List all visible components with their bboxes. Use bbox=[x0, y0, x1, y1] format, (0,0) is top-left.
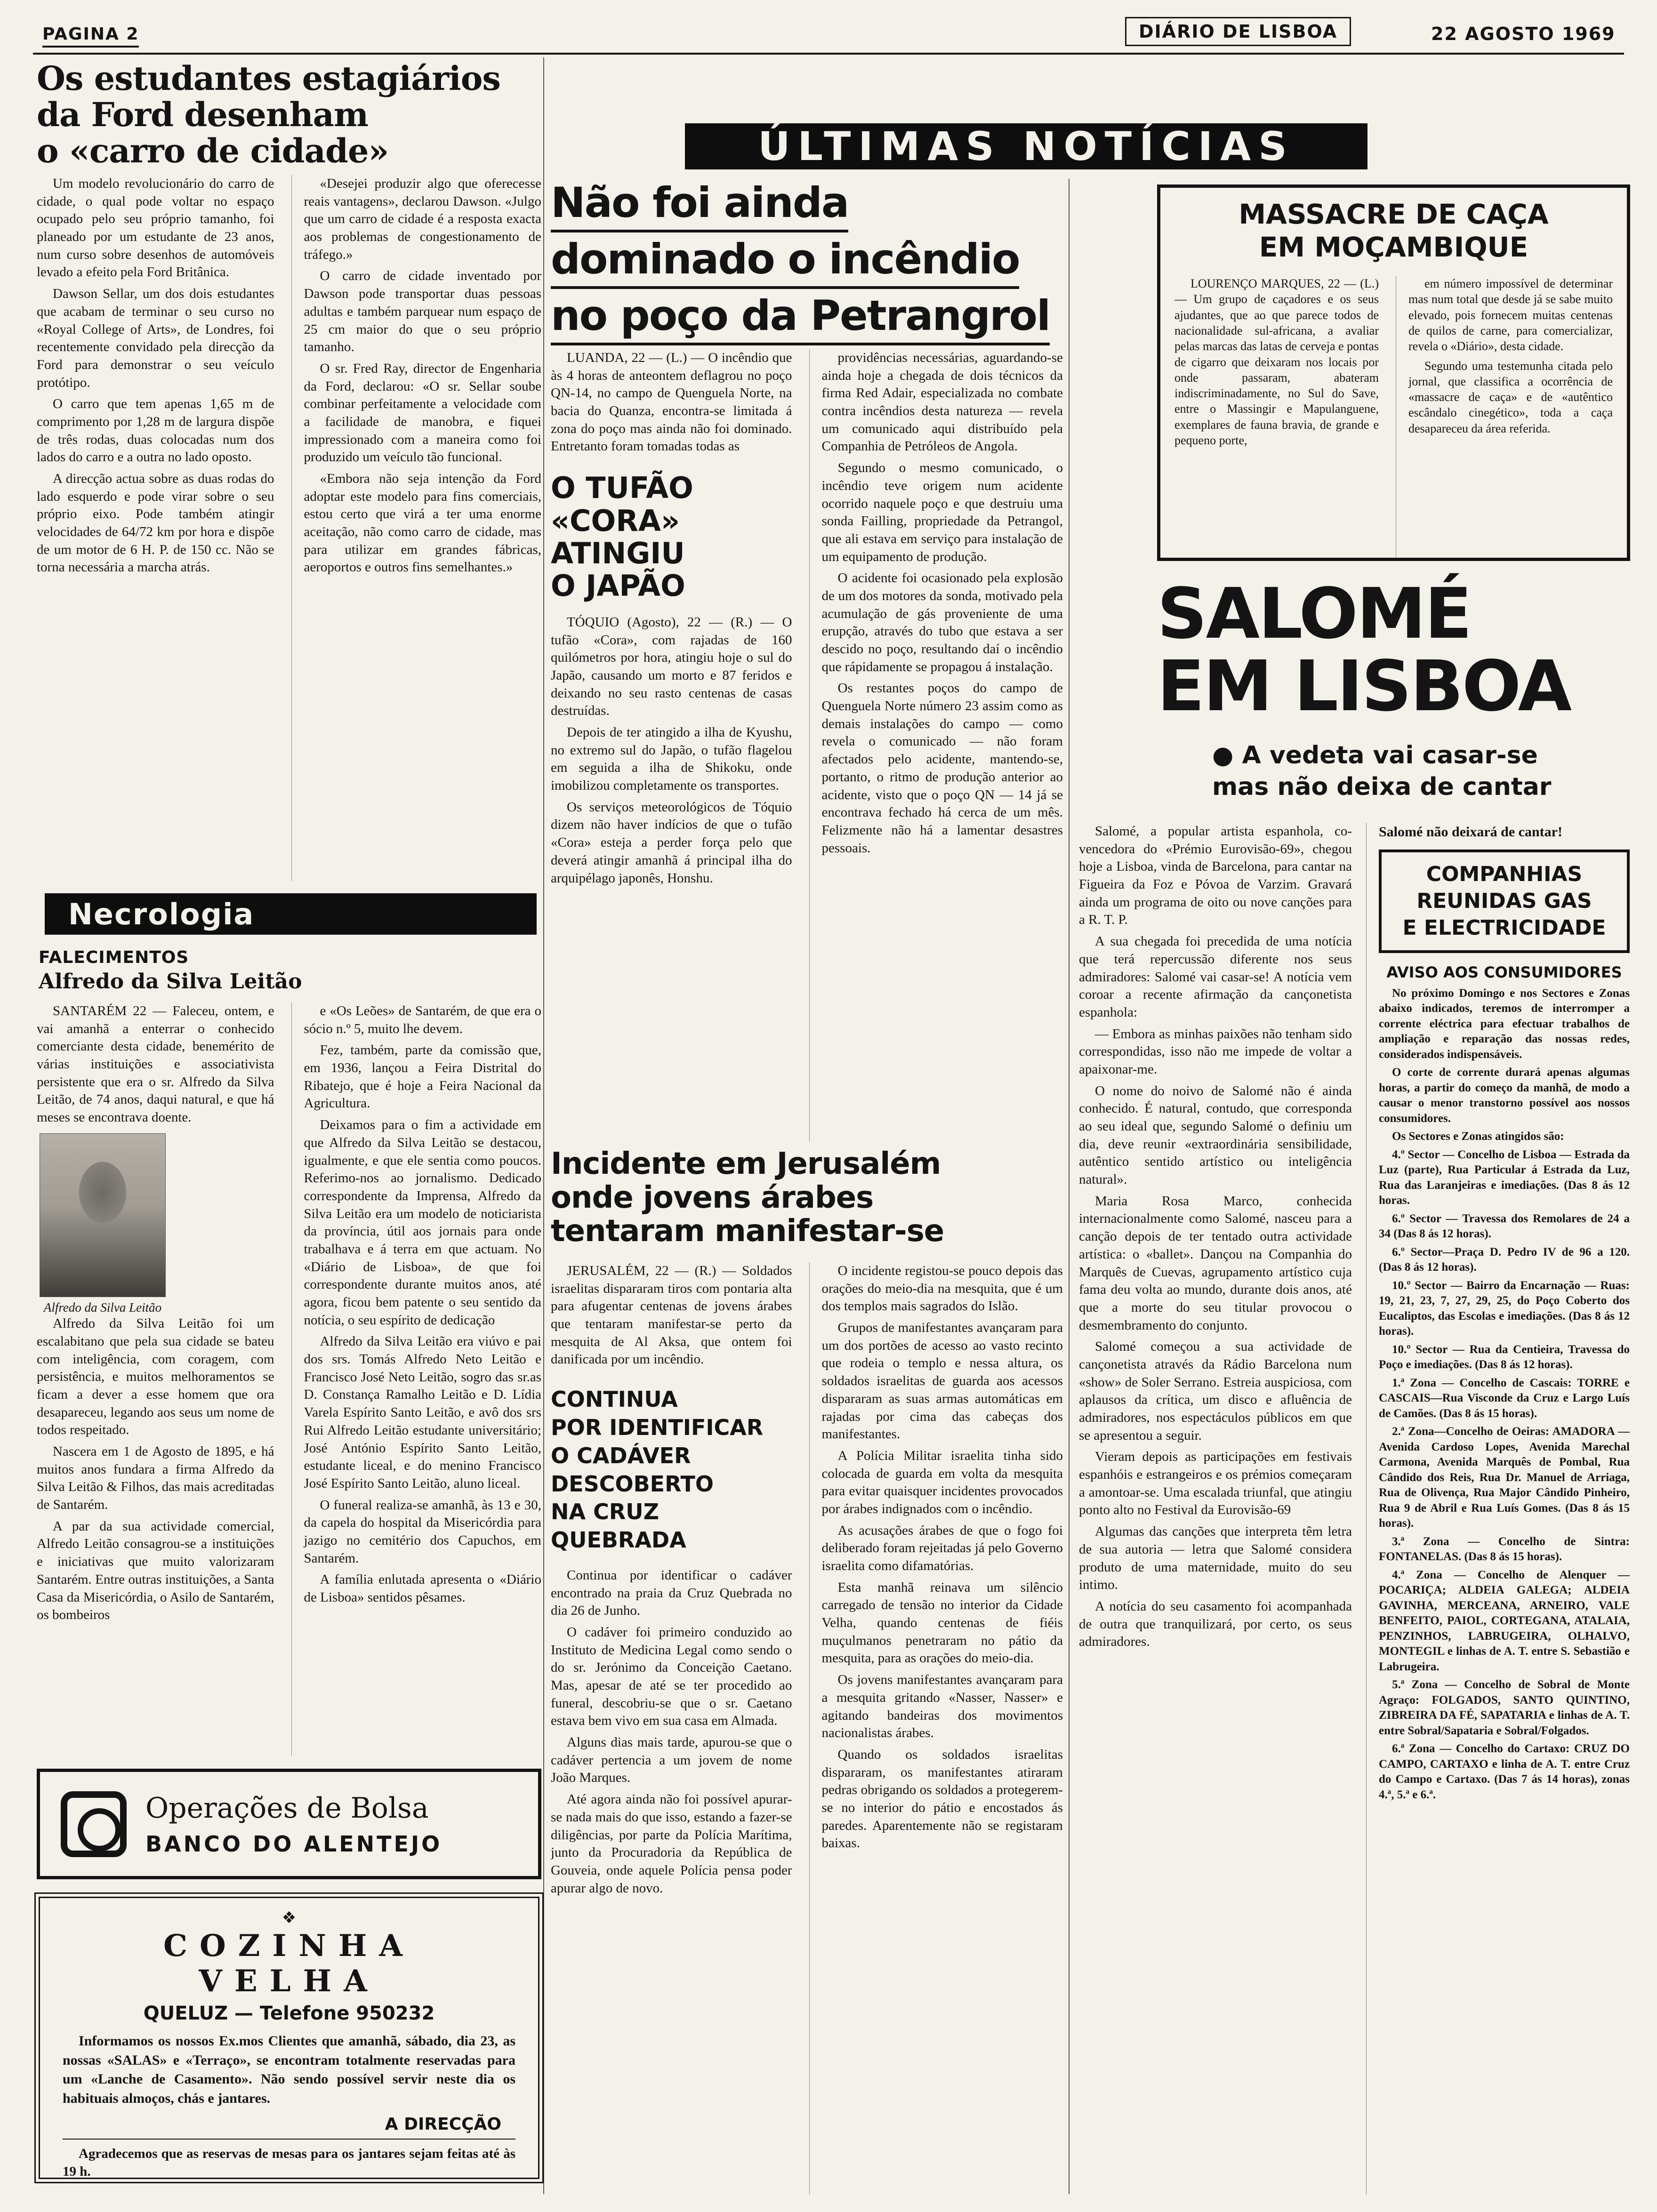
paragraph: e «Os Leões» de Santarém, de que era o sócio n.º 5, muito lhe devem. bbox=[304, 1003, 541, 1036]
paragraph: 5.ª Zona — Concelho de Sobral de Monte Agraço: FOLGADOS, SANTO QUINTINO, ZIBREIRA DA FÉ, SAPATARIA e linhas de A. T. entre Sobral/Sapataria e Sobral/Folgados. bbox=[1379, 1678, 1630, 1737]
banner-text: ÚLTIMAS NOTÍCIAS bbox=[758, 123, 1295, 169]
massacre-column-1 bbox=[1174, 276, 1379, 558]
necrologia-column-2 bbox=[291, 1002, 542, 1755]
cozinha-divider bbox=[63, 2139, 515, 2140]
paragraph: 10.º Sector — Bairro da Encarnação — Ruas: 19, 21, 23, 7, 27, 29, 25, do Poço Coberto dos Eucaliptos, das Escolas e imediações. (Das 8 ás 12 horas). bbox=[1379, 1279, 1630, 1338]
necrologia-body bbox=[37, 1002, 541, 1755]
ultimas-noticias-banner bbox=[685, 123, 1367, 169]
headline-line: DESCOBERTO bbox=[551, 1471, 714, 1497]
deceased-name: Alfredo da Silva Leitão bbox=[39, 970, 302, 994]
paragraph: em número impossível de determinar mas num total que desde já se sabe muito elevado, pois fornecem muitas centenas de quilos de carne, para comercializar, revela o «Diário», desta cidade. bbox=[1408, 277, 1613, 353]
paragraph: O funeral realiza-se amanhã, às 13 e 30, da capela do hospital da Misericórdia para jazigo no cemitério dos Capuchos, em Santarém. bbox=[304, 1497, 541, 1566]
massacre-body bbox=[1174, 276, 1613, 558]
headline-line: NA CRUZ QUEBRADA bbox=[551, 1499, 686, 1553]
jerusalem-column-2 bbox=[809, 1262, 1063, 2194]
falecimentos-kicker: FALECIMENTOS bbox=[39, 948, 189, 967]
ford-column-1 bbox=[37, 175, 274, 881]
paragraph: Quando os soldados israelitas dispararam, os manifestantes atiraram pedras obrigando os soldados a protegerem-se no interior do pátio e encostados ás paredes. Aparentemente não se registaram baixas. bbox=[821, 1747, 1063, 1851]
headline-line: O CADÁVER bbox=[551, 1443, 691, 1468]
salome-body bbox=[1079, 823, 1630, 2195]
paragraph: 4.º Sector — Concelho de Lisboa — Estrada da Luz (parte), Rua Particular á Estrada da Luz, Rua das Laranjeiras e imediações. (Das 8 ás 12 horas. bbox=[1379, 1148, 1630, 1207]
petrangrol-headline bbox=[551, 179, 1063, 348]
massacre-headline bbox=[1174, 198, 1613, 264]
ornament-icon: ❖ bbox=[282, 1909, 297, 1927]
paragraph: Grupos de manifestantes avançaram para um dos portões de acesso ao vasto recinto que rodeia o templo e nessa altura, os soldados israelitas de guarda aos acessos dispararam as suas armas automáticas em rajadas por cima das cabeças dos manifestantes. bbox=[821, 1320, 1063, 1442]
paragraph: 6.ª Zona — Concelho do Cartaxo: CRUZ DO CAMPO, CARTAXO e linha de A. T. entre Cruz do Campo e Cartaxo. (Das 7 ás 14 horas), zonas 4.ª, 5.ª e 6.ª. bbox=[1379, 1742, 1630, 1801]
paragraph: 4.ª Zona — Concelho de Alenquer — POCARIÇA; ALDEIA GALEGA; ALDEIA GAVINHA, MERCEANA, ARNEIRO, VALE BENFEITO, PAIOL, CORTEGANA, ATALAIA, PENZINHOS, LABRUGEIRA, OLHALVO, MONTEGIL e linhas de A. T. entre S. Sebastião e Labrugeira. bbox=[1379, 1568, 1630, 1673]
paragraph: Os serviços meteorológicos de Tóquio dizem não haver indícios de que o tufão «Cora» esteja a perder força pelo que deverá atingir amanhã á principal ilha do arquipélago japonês, Honshu. bbox=[551, 799, 792, 886]
paragraph: «Desejei produzir algo que oferecesse reais vantagens», declarou Dawson. «Julgo que um carro de cidade é a resposta exacta aos problemas de congestionamento de tráfego.» bbox=[304, 176, 541, 262]
salome-column-1 bbox=[1079, 823, 1352, 2195]
header-rule bbox=[33, 53, 1624, 55]
paragraph: Um modelo revolucionário do carro de cidade, o qual pode voltar no espaço ocupado pelo seu próprio tamanho, foi planeado por um estudante de 23 anos, num curso sobre desenhos de automóveis levado a efeito pela Ford Britânica. bbox=[37, 176, 274, 280]
paragraph: A sua chegada foi precedida de uma notícia que terá repercussão diferente nos seus admiradores: Salomé vai casar-se! A notícia vem coroar a recente afirmação da cançonetista espanhola: bbox=[1079, 934, 1352, 1020]
paragraph: TÓQUIO (Agosto), 22 — (R.) — O tufão «Cora», com rajadas de 160 quilómetros por hora, atingiu hoje o sul do Japão, causando um morto e 87 feridos e deixando no seu rasto centenas de casas destruídas. bbox=[551, 614, 792, 719]
jerusalem-headline bbox=[551, 1147, 1063, 1249]
paragraph: 2.ª Zona—Concelho de Oeiras: AMADORA — Avenida Cardoso Lopes, Avenida Marechal Carmona, Avenida Marquês de Pombal, Rua Cândido dos Reis, Rua Dr. Manuel de Arriaga, Rua de Olivença, Rua Major Cândido Pinheiro, Rua 9 de Abril e Rua Luís Gomes. (Das 8 ás 15 horas). bbox=[1379, 1425, 1630, 1530]
ford-column-2 bbox=[291, 175, 542, 881]
paragraph: Os Sectores e Zonas atingidos são: bbox=[1392, 1130, 1564, 1143]
jerusalem-lead bbox=[551, 1262, 792, 1369]
paragraph: SANTARÉM 22 — Faleceu, ontem, e vai amanhã a enterrar o conhecido comerciante desta cidade, benemérito de várias instituições e associativista persistente que era o sr. Alfredo da Silva Leitão, de 74 anos, daqui natural, e que há meses se encontrava doente. bbox=[37, 1003, 274, 1125]
headline-line: CONTINUA bbox=[551, 1387, 678, 1412]
paragraph: A par da sua actividade comercial, Alfredo Leitão consagrou-se a instituições e iniciativas que muito valorizaram Santarém. Entre outras instituições, a Santa Casa da Misericórdia, o Asilo de Santarém, os bombeiros bbox=[37, 1518, 274, 1623]
headline-line: mas não deixa de cantar bbox=[1212, 772, 1552, 801]
paragraph: 1.ª Zona — Concelho de Cascais: TORRE e CASCAIS—Rua Visconde da Cruz e Largo Luís de Camões. (Das 8 ás 15 horas). bbox=[1379, 1376, 1630, 1420]
headline-line: ● A vedeta vai casar-se bbox=[1212, 741, 1538, 769]
company-title-line: COMPANHIAS bbox=[1426, 862, 1583, 886]
headline-line: o «carro de cidade» bbox=[37, 131, 389, 170]
headline-line: tentaram manifestar-se bbox=[551, 1214, 944, 1249]
companhias-title-box bbox=[1379, 850, 1630, 953]
paragraph: A direcção actua sobre as duas rodas do lado esquerdo e pode virar sobre o seu próprio eixo. Pode também atingir velocidades de 64/72 km por hora e dispõe de um motor de 6 H. P. de 150 cc. Não se torna necessária a marcha atrás. bbox=[37, 471, 274, 575]
aviso-title: AVISO AOS CONSUMIDORES bbox=[1386, 963, 1622, 981]
salome-column-2 bbox=[1366, 823, 1630, 2195]
paragraph: Algumas das canções que interpreta têm letra de sua autoria — letra que Salomé considera produto de uma maternidade, muito do seu intimo. bbox=[1079, 1524, 1352, 1593]
paragraph: A Polícia Militar israelita tinha sido colocada de guarda em volta da mesquita para evitar quaisquer incidentes provocados por árabes indignados com o incêndio. bbox=[821, 1448, 1063, 1516]
cozinha-body-text: Informamos os nossos Ex.mos Clientes que amanhã, sábado, dia 23, as nossas «SALAS» e «Terraço», se encontram totalmente reservadas para um «Lanche de Casamento». Não sendo possível servir neste dia os habituais almoços, chás e jantares. bbox=[63, 2033, 515, 2106]
petrangrol-body bbox=[551, 349, 1063, 1142]
aviso-body bbox=[1379, 986, 1630, 1803]
paragraph: Vieram depois as participações em festivais espanhóis e estrangeiros e os prémios começaram a amontoar-se. Uma escalada triunfal, que atingiu ponto alto no Festival da Eurovisão-69 bbox=[1079, 1449, 1352, 1518]
paragraph: Até agora ainda não foi possível apurar-se nada mais do que isso, estando a fazer-se diligências, por parte da Polícia Marítima, junto da Procuradoria da República de Gouveia, onde aquele Polícia pensa poder apurar algo de novo. bbox=[551, 1792, 792, 1896]
headline-line: POR IDENTIFICAR bbox=[551, 1414, 764, 1440]
paragraph: O carro de cidade inventado por Dawson pode transportar duas pessoas adultas e também parquear num espaço de 25 cm maior do que o seu próprio tamanho. bbox=[304, 268, 541, 355]
jerusalem-body bbox=[551, 1262, 1063, 2194]
paragraph: Deixamos para o fim a actividade em que Alfredo da Silva Leitão se destacou, igualmente, e que ele sentia como poucos. Referimo-nos ao jornalismo. Dedicado correspondente da Imprensa, Alfredo da Silva Leitão era um modelo de noticiarista da província, útil aos jornais para onde trabalhava e á terra em que actuam. No «Diário de Lisboa», de que foi correspondente durante muitos anos, até agora, ficou bem patente o seu sentido da notícia, o seu espírito de dedicação bbox=[304, 1117, 541, 1328]
paragraph: Segundo uma testemunha citada pelo jornal, que classifica a ocorrência de «massacre de caça» e de «autêntico escândalo cinegético», toda a caça desapareceu da área referida. bbox=[1408, 359, 1613, 435]
headline-line: da Ford desenham bbox=[37, 95, 369, 134]
petrangrol-lead bbox=[551, 349, 792, 456]
necrologia-column-1 bbox=[37, 1002, 274, 1755]
necrologia-section-banner bbox=[45, 893, 537, 935]
company-title-line: E ELECTRICIDADE bbox=[1402, 916, 1606, 940]
ford-article-body bbox=[37, 175, 541, 881]
paragraph: Segundo o mesmo comunicado, o incêndio teve origem num acidente ocorrido naquele poço e que destruiu uma sonda Failling, propriedade da Petrangol, que ali estava em serviço para instalação de um equipamento de produção. bbox=[821, 460, 1063, 564]
headline-line: ATINGIU bbox=[551, 536, 685, 570]
paragraph: Dawson Sellar, um dos dois estudantes que acabam de terminar o seu curso no «Royal College of Arts», de Londres, foi recentemente convidado pela direcção da Ford para demonstrar o seu veículo protótipo. bbox=[37, 286, 274, 390]
page-number-label: PAGINA 2 bbox=[42, 24, 139, 48]
headline-line: O JAPÃO bbox=[551, 569, 685, 603]
paragraph: O carro que tem apenas 1,65 m de comprimento por 1,28 m de largura dispõe de três rodas, duas colocadas num dos lados do carro e a outra no lado oposto. bbox=[37, 396, 274, 465]
tufao-body bbox=[551, 614, 792, 887]
paragraph: 6.º Sector — Travessa dos Remolares de 24 a 34 (Das 8 ás 12 horas). bbox=[1379, 1212, 1630, 1241]
headline-line: «CORA» bbox=[551, 503, 680, 538]
cozinha-note: Agradecemos que as reservas de mesas para os jantares sejam feitas até às 19 h. bbox=[63, 2146, 515, 2179]
paragraph: Depois de ter atingido a ilha de Kyushu, no extremo sul do Japão, o tufão flagelou em seguida a ilha de Shikoku, onde imobilizou completamente os transportes. bbox=[551, 725, 792, 793]
headline-line: Incidente em Jerusalém bbox=[551, 1146, 941, 1181]
paragraph: Alfredo da Silva Leitão foi um escalabitano que pela sua cidade se bateu com inteligência, com coragem, com persistência, e muitos melhoramentos se ficam a dever a esse homem que ora desapareceu, legando aos seus um nome de todos respeitado. bbox=[37, 1316, 274, 1438]
cozinha-velha-ad bbox=[39, 1897, 539, 2179]
paragraph: providências necessárias, aguardando-se ainda hoje a chegada de dois técnicos da firma Red Adair, especializada no combate contra incêndios desta natureza — revela um comunicado aqui distribuído pela Companhia de Petróleos de Angola. bbox=[821, 350, 1063, 454]
paragraph: «Embora não seja intenção da Ford adoptar este modelo para fins comerciais, estou certo que virá a ter uma enorme aceitação, não como carro de cidade, mas para utilizar em grandes fábricas, aeroportos e outros fins semelhantes.» bbox=[304, 471, 541, 575]
paragraph: A notícia do seu casamento foi acompanhada de outra que tranquilizará, por certo, os seus admiradores. bbox=[1079, 1598, 1352, 1650]
paragraph: A família enlutada apresenta o «Diário de Lisboa» sentidos pêsames. bbox=[304, 1572, 541, 1605]
headline-line: no poço da Petrangrol bbox=[551, 292, 1050, 345]
column-divider bbox=[1069, 179, 1070, 2194]
cozinha-subtitle: QUELUZ — Telefone 950232 bbox=[143, 2003, 435, 2024]
paragraph: 10.º Sector — Rua da Centieira, Travessa do Poço e imediações. (Das 8 ás 12 horas). bbox=[1379, 1343, 1630, 1371]
cozinha-title: COZINHA VELHA bbox=[163, 1928, 415, 1999]
paragraph: O sr. Fred Ray, director de Engenharia da Ford, declarou: «O sr. Sellar soube combinar perfeitamente a velocidade com a facilidade de manobra, e fiquei impressionado com a maneira como foi produzido um veículo tão funcional. bbox=[304, 361, 541, 465]
paragraph: As acusações árabes de que o fogo foi deliberado foram rejeitadas já pelo Governo israelita como difamatórias. bbox=[821, 1523, 1063, 1573]
banco-ad-line1: Operações de Bolsa bbox=[145, 1791, 429, 1825]
salome-subhead bbox=[1212, 740, 1631, 802]
paragraph: O acidente foi ocasionado pela explosão de um dos motores da sonda, motivado pela acumulação de gás proveniente de uma erupção, através do tubo que estava a ser descido no poço, resultando daí o incêndio que rápidamente se propagou á instalação. bbox=[821, 570, 1063, 674]
necrologia-col1-top bbox=[37, 1002, 274, 1127]
paragraph: Salomé, a popular artista espanhola, co-vencedora do «Prémio Eurovisão-69», chegou hoje a Lisboa, vinda de Barcelona, para cantar na Figueira da Foz e Póvoa de Varzim. Gravará ainda um programa de oito ou nove canções para a R. T. P. bbox=[1079, 824, 1352, 928]
massacre-column-2 bbox=[1396, 276, 1613, 558]
paragraph: Maria Rosa Marco, conhecida internacionalmente como Salomé, nasceu para a canção depois de ter tentado outra actividade artística: o «ballet». Dançou na Companhia do Marquês de Cuevas, agrupamento artístico cuja fama deu volta ao mundo, durante dois anos, até que a morte do seu titular provocou o desmembramento do conjunto. bbox=[1079, 1193, 1352, 1333]
jerusalem-column-1 bbox=[551, 1262, 792, 2194]
necrologia-title: Necrologia bbox=[68, 897, 255, 931]
cruz-quebrada-body bbox=[551, 1567, 792, 1897]
massacre-article-box bbox=[1157, 184, 1630, 561]
banco-alentejo-logo-icon bbox=[61, 1791, 127, 1857]
headline-line: dominado o incêndio bbox=[551, 235, 1019, 289]
banco-ad-text bbox=[145, 1792, 517, 1857]
paragraph: Fez, também, parte da comissão que, em 1936, lançou a Feira Distrital do Ribatejo, que é hoje a Feira Nacional da Agricultura. bbox=[304, 1042, 541, 1111]
tufao-headline bbox=[551, 472, 792, 602]
masthead: DIÁRIO DE LISBOA bbox=[1125, 17, 1351, 46]
headline-line: SALOMÉ bbox=[1157, 573, 1471, 654]
paragraph: Alguns dias mais tarde, apurou-se que o cadáver pertencia a um jovem de nome João Marques. bbox=[551, 1735, 792, 1786]
cozinha-signature: A DIRECÇÃO bbox=[385, 2115, 501, 2134]
banco-alentejo-ad bbox=[37, 1769, 541, 1879]
issue-date: 22 AGOSTO 1969 bbox=[1431, 24, 1616, 44]
salome-lead-note: Salomé não deixará de cantar! bbox=[1379, 824, 1562, 840]
paragraph: No próximo Domingo e nos Sectores e Zonas abaixo indicados, teremos de interromper a corrente eléctrica para efectuar trabalhos de ampliação e reparação das nossas redes, considerados indispensáveis. bbox=[1379, 986, 1630, 1061]
company-title-line: REUNIDAS GAS bbox=[1416, 889, 1592, 914]
headline-line: Os estudantes estagiários bbox=[37, 59, 500, 98]
headline-line: Não foi ainda bbox=[551, 179, 848, 232]
petrangrol-column-2 bbox=[809, 349, 1063, 1142]
paragraph: Salomé começou a sua actividade de cançonetista através da Rádio Barcelona num «show» de Soler Serrano. Estreia auspiciosa, com aplausos da crítica, um disco e afluência de admiradores, nos espectáculos públicos em que se apresentou a seguir. bbox=[1079, 1339, 1352, 1443]
paragraph: Esta manhã reinava um silêncio carregado de tensão no interior da Cidade Velha, quando centenas de fiéis muçulmanos penetraram no pátio da mesquita, para as orações do meio-dia. bbox=[821, 1579, 1063, 1666]
headline-line: EM MOÇAMBIQUE bbox=[1259, 231, 1528, 263]
necrologia-col1-bottom bbox=[37, 1315, 274, 1624]
column-divider bbox=[543, 57, 544, 2194]
paragraph: LOURENÇO MARQUES, 22 — (L.) — Um grupo de caçadores e os seus ajudantes, que ao que parece todos de nacionalidade sul-africana, a avaliar pelas marcas das latas de cerveja e pontas de cigarro que deixaram nos locais por onde passaram, abateram indiscriminadamente, no Sul do Save, entre o Massingir e Mapulanguene, exemplares de fauna bravia, de grande e pequeno porte, bbox=[1174, 277, 1379, 447]
paragraph: 6.º Sector—Praça D. Pedro IV de 96 a 120. (Das 8 ás 12 horas). bbox=[1379, 1245, 1630, 1274]
cruz-quebrada-headline bbox=[551, 1386, 792, 1555]
paragraph: O nome do noivo de Salomé não é ainda conhecido. É natural, contudo, que corresponda ao seu ideal que, segundo Salomé o definiu um dia, deve reunir «extraordinária sensibilidade, autêntico sentido artístico ou inteligência natural». bbox=[1079, 1083, 1352, 1187]
headline-line: O TUFÃO bbox=[551, 471, 693, 505]
paragraph: — Embora as minhas paixões não tenham sido correspondidas, isso não me impede de voltar a apaixonar-me. bbox=[1079, 1026, 1352, 1077]
paragraph: Nascera em 1 de Agosto de 1895, e há muitos anos fundara a firma Alfredo da Silva Leitão & Filhos, das mais acreditadas de Santarém. bbox=[37, 1444, 274, 1513]
paragraph: Os jovens manifestantes avançaram para a mesquita gritando «Nasser, Nasser» e agitando bandeiras dos movimentos nacionalistas árabes. bbox=[821, 1672, 1063, 1741]
paragraph: JERUSALÉM, 22 — (R.) — Soldados israelitas dispararam tiros com pontaria alta para afugentar centenas de jovens árabes que tentaram manifestar-se perto da mesquita de Al Aksa, que ontem foi danificada por um incêndio. bbox=[551, 1263, 792, 1367]
headline-line: MASSACRE DE CAÇA bbox=[1239, 198, 1549, 230]
obituary-portrait-photo bbox=[40, 1133, 166, 1297]
banco-ad-line2: BANCO DO ALENTEJO bbox=[145, 1831, 442, 1857]
paragraph: O cadáver foi primeiro conduzido ao Instituto de Medicina Legal como sendo o do sr. Jerónimo da Conceição Caetano. Mas, apesar de até se ter procedido ao funeral, descobriu-se que o sr. Caetano estava bem vivo em sua casa em Almada. bbox=[551, 1624, 792, 1729]
paragraph: O corte de corrente durará apenas algumas horas, a partir do começo da manhã, de modo a causar o menor transtorno possível aos nossos consumidores. bbox=[1379, 1066, 1630, 1125]
petrangrol-column-1 bbox=[551, 349, 792, 1142]
ford-article-headline bbox=[37, 60, 541, 169]
headline-line: onde jovens árabes bbox=[551, 1180, 874, 1215]
paragraph: LUANDA, 22 — (L.) — O incêndio que às 4 horas de anteontem deflagrou no poço QN-14, no campo de Quenguela Norte, na bacia do Quanza, encontra-se limitada á zona do poço mas ainda não foi dominado. Entretanto foram tomadas todas as bbox=[551, 350, 792, 454]
salome-headline bbox=[1157, 573, 1630, 727]
paragraph: Os restantes poços do campo de Quenguela Norte número 23 assim como as demais instalações do campo — como revela o comunicado — não foram afectados pelo acidente, mantendo-se, portanto, o ritmo de produção anterior ao acidente, visto que o poço QN — 14 já se encontrava fechado há cerca de um mês. Felizmente não há a lamentar desastres pessoais. bbox=[821, 681, 1063, 856]
headline-line: EM LISBOA bbox=[1157, 645, 1571, 727]
paragraph: O incidente registou-se pouco depois das orações do meio-dia na mesquita, que é um dos templos mais sagrados do Islão. bbox=[821, 1263, 1063, 1314]
paragraph: Alfredo da Silva Leitão era viúvo e pai dos srs. Tomás Alfredo Neto Leitão e Francisco José Neto Leitão, sogro das sr.as D. Constança Ramalho Leitão e D. Lídia Varela Espírito Santo Leitão, e avô dos srs Rui Alfredo Leitão estudante universitário; José António Espírito Santo Leitão, estudante liceal, e do menino Francisco José Espírito Santo Leitão, aluno liceal. bbox=[304, 1334, 541, 1491]
photo-caption: Alfredo da Silva Leitão bbox=[43, 1300, 162, 1314]
paragraph: 3.ª Zona — Concelho de Sintra: FONTANELAS. (Das 8 ás 15 horas). bbox=[1379, 1535, 1630, 1563]
paragraph: Continua por identificar o cadáver encontrado na praia da Cruz Quebrada no dia 26 de Junho. bbox=[551, 1567, 792, 1619]
